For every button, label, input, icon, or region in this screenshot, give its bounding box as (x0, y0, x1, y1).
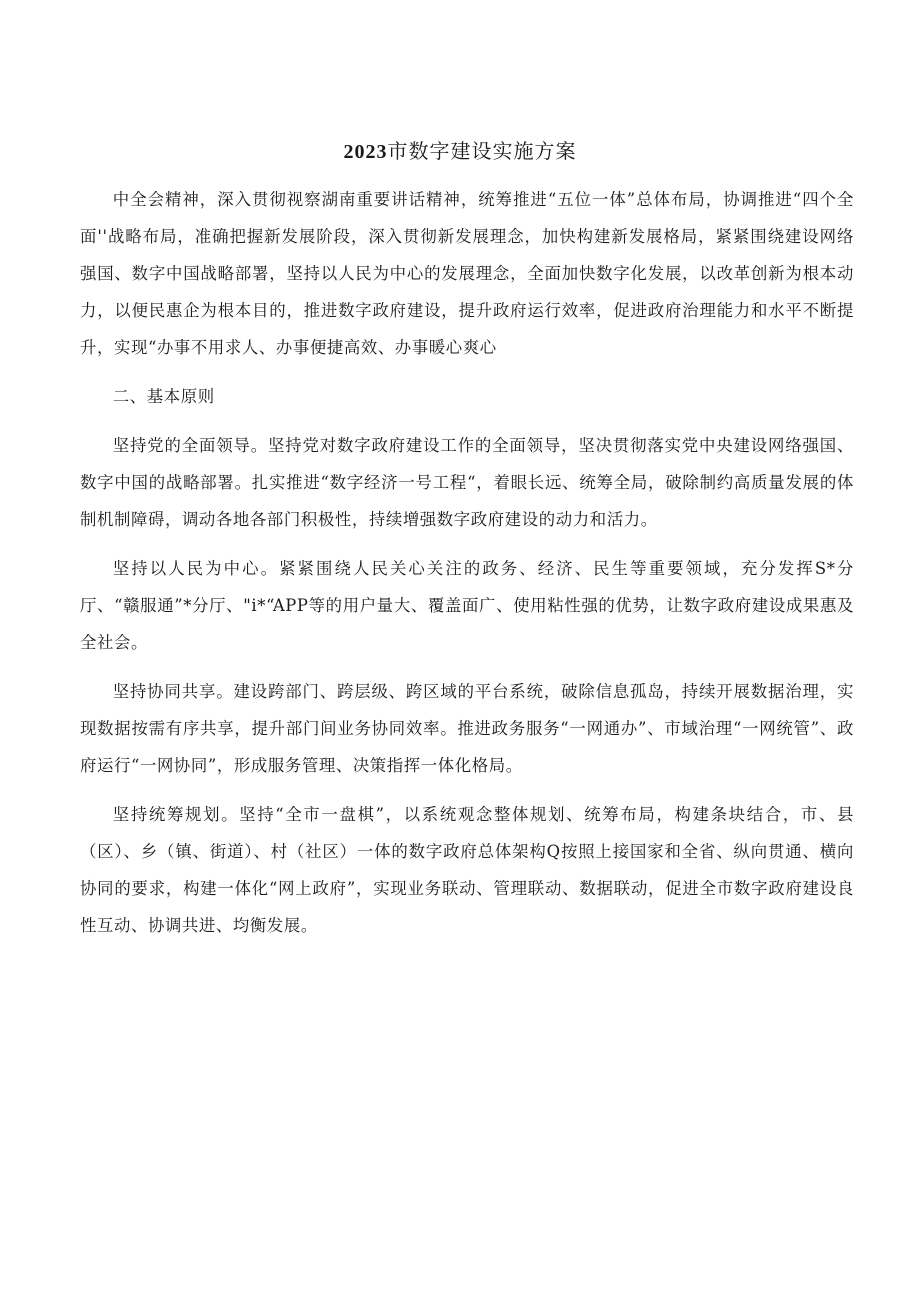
paragraph-collaboration-sharing: 坚持协同共享。建设跨部门、跨层级、跨区域的平台系统，破除信息孤岛，持续开展数据治理，实现数据按需有序共享，提升部门间业务协同效率。推进政务服务“一网通办”、市域治理“一网统管”、政府运行“一网协同”，形成服务管理、决策指挥一体化格局。 (80, 682, 854, 775)
title-text: 市数字建设实施方案 (387, 139, 577, 163)
document-title (0, 137, 920, 166)
paragraph-overall-planning: 坚持统筹规划。坚持“全市一盘棋”，以系统观念整体规划、统筹布局，构建条块结合，市、县（区）、乡（镇、街道）、村（社区）一体的数字政府总体架构Q按照上接国家和全省、纵向贯通、横向协同的要求，构建一体化“网上政府”，实现业务联动、管理联动、数据联动，促进全市数字政府建设良性互动、协调共进、均衡发展。 (80, 805, 854, 935)
paragraph-people-centered: 坚持以人民为中心。紧紧围绕人民关心关注的政务、经济、民生等重要领域，充分发挥S*分厅、“赣服通”*分厅、"i*“APP等的用户量大、覆盖面广、使用粘性强的优势，让数字政府建设成果惠及全社会。 (80, 559, 854, 652)
paragraph-intro: 中全会精神，深入贯彻视察湖南重要讲话精神，统筹推进“五位一体”总体布局，协调推进“四个全面''战略布局，准确把握新发展阶段，深入贯彻新发展理念，加快构建新发展格局，紧紧围绕建设网络强国、数字中国战略部署，坚持以人民为中心的发展理念，全面加快数字化发展，以改革创新为根本动力，以便民惠企为根本目的，推进数字政府建设，提升政府运行效率，促进政府治理能力和水平不断提升，实现“办事不用求人、办事便捷高效、办事暖心爽心 (80, 190, 854, 357)
paragraph-party-leadership: 坚持党的全面领导。坚持党对数字政府建设工作的全面领导，坚决贯彻落实党中央建设网络强国、数字中国的战略部署。扎实推进“数字经济一号工程“，着眼长远、统筹全局，破除制约高质量发展的体制机制障碍，调动各地各部门积极性，持续增强数字政府建设的动力和活力。 (80, 436, 854, 529)
title-year: 2023 (343, 141, 388, 163)
document-body (80, 181, 854, 944)
section-heading-basic-principles: 二、基本原则 (112, 387, 215, 406)
